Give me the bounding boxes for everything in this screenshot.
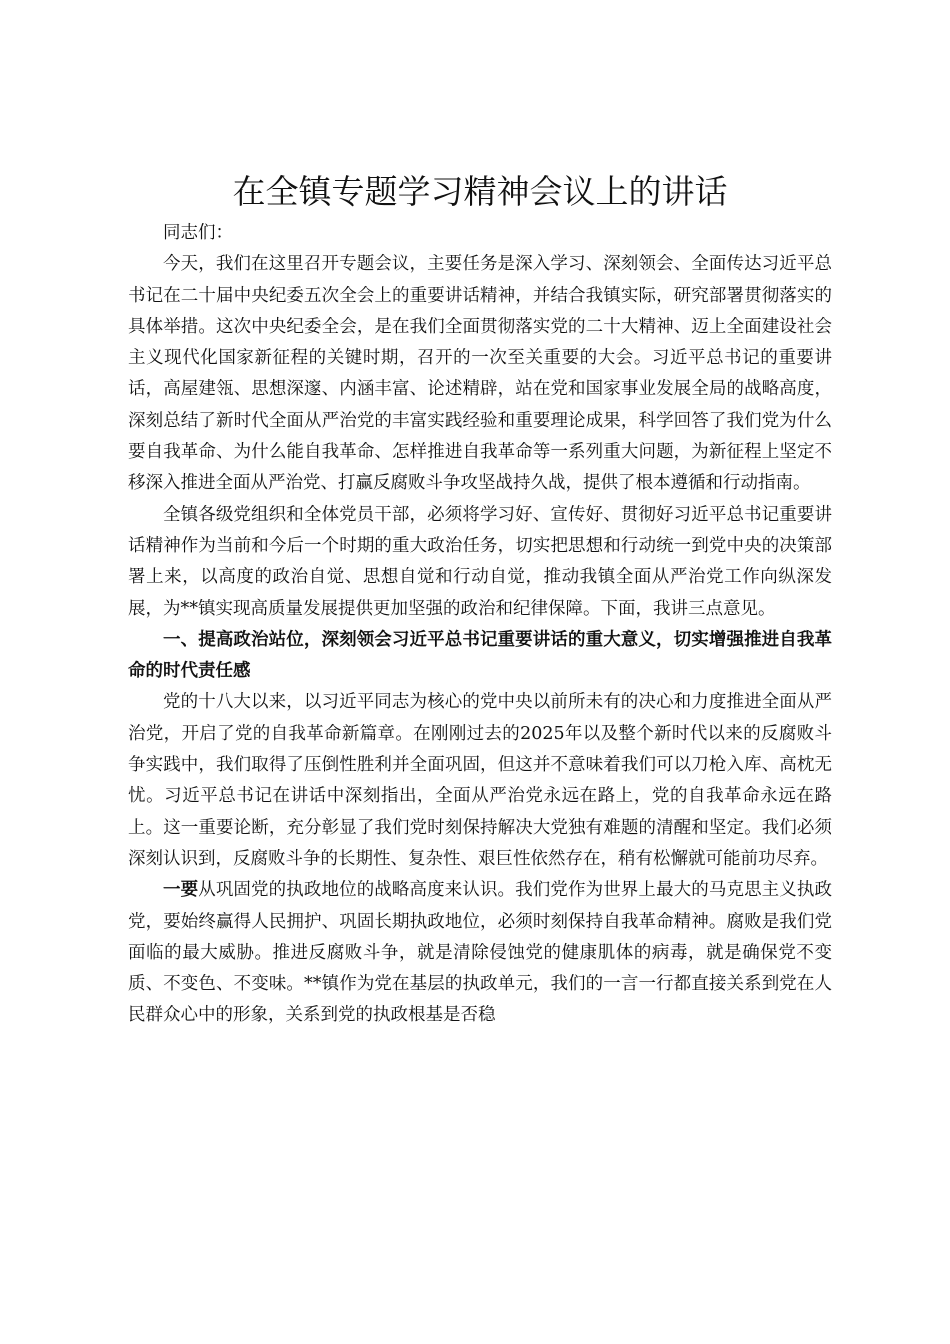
point-1-paragraph: [128, 875, 832, 1031]
section-1-paragraph: 党的十八大以来，以习近平同志为核心的党中央以前所未有的决心和力度推进全面从严治党，开启了党的自我革命新篇章。在刚刚过去的2025年以及整个新时代以来的反腐败斗争实践中，我们取得了压倒性胜利并全面巩固，但这并不意味着我们可以刀枪入库、高枕无忧。习近平总书记在讲话中深刻指出，全面从严治党永远在路上，党的自我革命永远在路上。这一重要论断，充分彰显了我们党时刻保持解决大党独有难题的清醒和坚定。我们必须深刻认识到，反腐败斗争的长期性、复杂性、艰巨性依然存在，稍有松懈就可能前功尽弃。: [128, 692, 832, 869]
intro-paragraph-2: 全镇各级党组织和全体党员干部，必须将学习好、宣传好、贯彻好习近平总书记重要讲话精神作为当前和今后一个时期的重大政治任务，切实把思想和行动统一到党中央的决策部署上来，以高度的政治自觉、思想自觉和行动自觉，推动我镇全面从严治党工作向纵深发展，为**镇实现高质量发展提供更加坚强的政治和纪律保障。下面，我讲三点意见。: [128, 504, 832, 619]
salutation: 同志们：: [163, 223, 233, 243]
point-1-text: 从巩固党的执政地位的战略高度来认识。我们党作为世界上最大的马克思主义执政党，要始终赢得人民拥护、巩固长期执政地位，必须时刻保持自我革命精神。腐败是我们党面临的最大威胁。推进反腐败斗争，就是清除侵蚀党的健康肌体的病毒，就是确保党不变质、不变色、不变味。**镇作为党在基层的执政单元，我们的一言一行都直接关系到党在人民群众心中的形象，关系到党的执政根基是否稳: [128, 880, 832, 1026]
section-heading-1: 一、提高政治站位，深刻领会习近平总书记重要讲话的重大意义，切实增强推进自我革命的时代责任感: [128, 629, 832, 682]
intro-paragraph-1: 今天，我们在这里召开专题会议，主要任务是深入学习、深刻领会、全面传达习近平总书记在二十届中央纪委五次全会上的重要讲话精神，并结合我镇实际，研究部署贯彻落实的具体举措。这次中央纪委全会，是在我们全面贯彻落实党的二十大精神、迈上全面建设社会主义现代化国家新征程的关键时期，召开的一次至关重要的大会。习近平总书记的重要讲话，高屋建瓴、思想深邃、内涵丰富、论述精辟，站在党和国家事业发展全局的战略高度，深刻总结了新时代全面从严治党的丰富实践经验和重要理论成果，科学回答了我们党为什么要自我革命、为什么能自我革命、怎样推进自我革命等一系列重大问题，为新征程上坚定不移深入推进全面从严治党、打赢反腐败斗争攻坚战持久战，提供了根本遵循和行动指南。: [128, 254, 832, 494]
document-title: 在全镇专题学习精神会议上的讲话: [232, 172, 728, 211]
point-1-lead: 一要: [163, 880, 199, 901]
document-body: [128, 168, 832, 1032]
